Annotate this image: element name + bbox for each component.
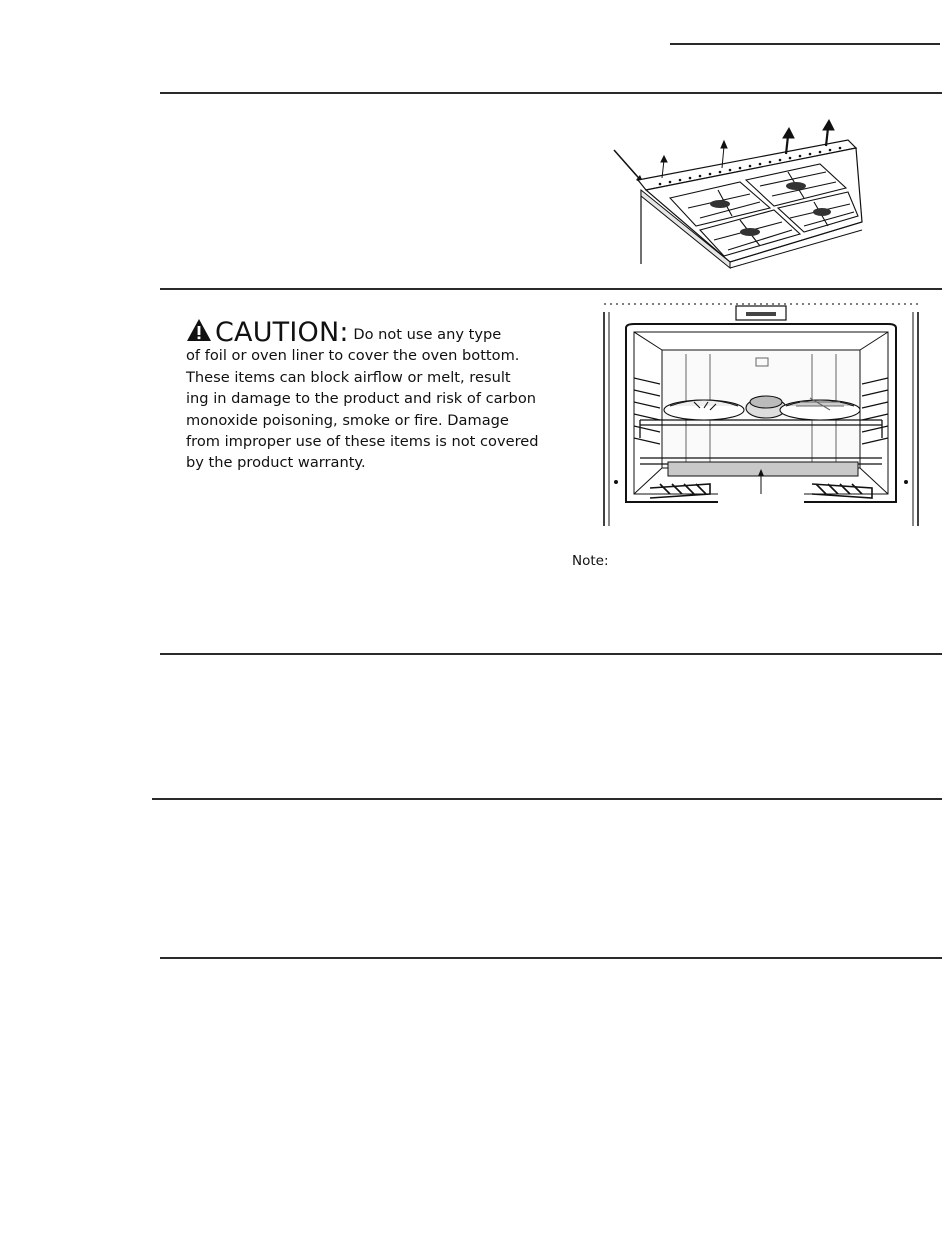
caution-text-line-6: from improper use of these items is not covered: [186, 433, 539, 451]
section-divider-3: [160, 653, 942, 655]
header-rule: [670, 43, 940, 45]
section-divider-2: [160, 288, 942, 290]
caution-text-line-5: monoxide poisoning, smoke or fire. Damage: [186, 411, 509, 429]
note-label: Note:: [572, 553, 609, 569]
section-divider-4: [152, 798, 942, 800]
caution-block: [186, 318, 566, 474]
warning-triangle-icon: [186, 318, 212, 342]
oven-interior-illustration: [600, 298, 922, 528]
caution-heading: CAUTION:: [215, 317, 349, 348]
caution-text-line-3: These items can block airflow or melt, result: [186, 368, 511, 386]
caution-text-line-2: of foil or oven liner to cover the oven bottom.: [186, 347, 520, 365]
caution-text-line-7: by the product warranty.: [186, 454, 366, 472]
caution-text-line-1: Do not use any type: [353, 326, 502, 343]
section-divider-5: [160, 957, 942, 959]
cooktop-vent-illustration: [600, 112, 870, 272]
caution-first-line: [186, 317, 566, 348]
caution-text-line-4: ing in damage to the product and risk of carbon: [186, 390, 537, 408]
section-divider-1: [160, 92, 942, 94]
